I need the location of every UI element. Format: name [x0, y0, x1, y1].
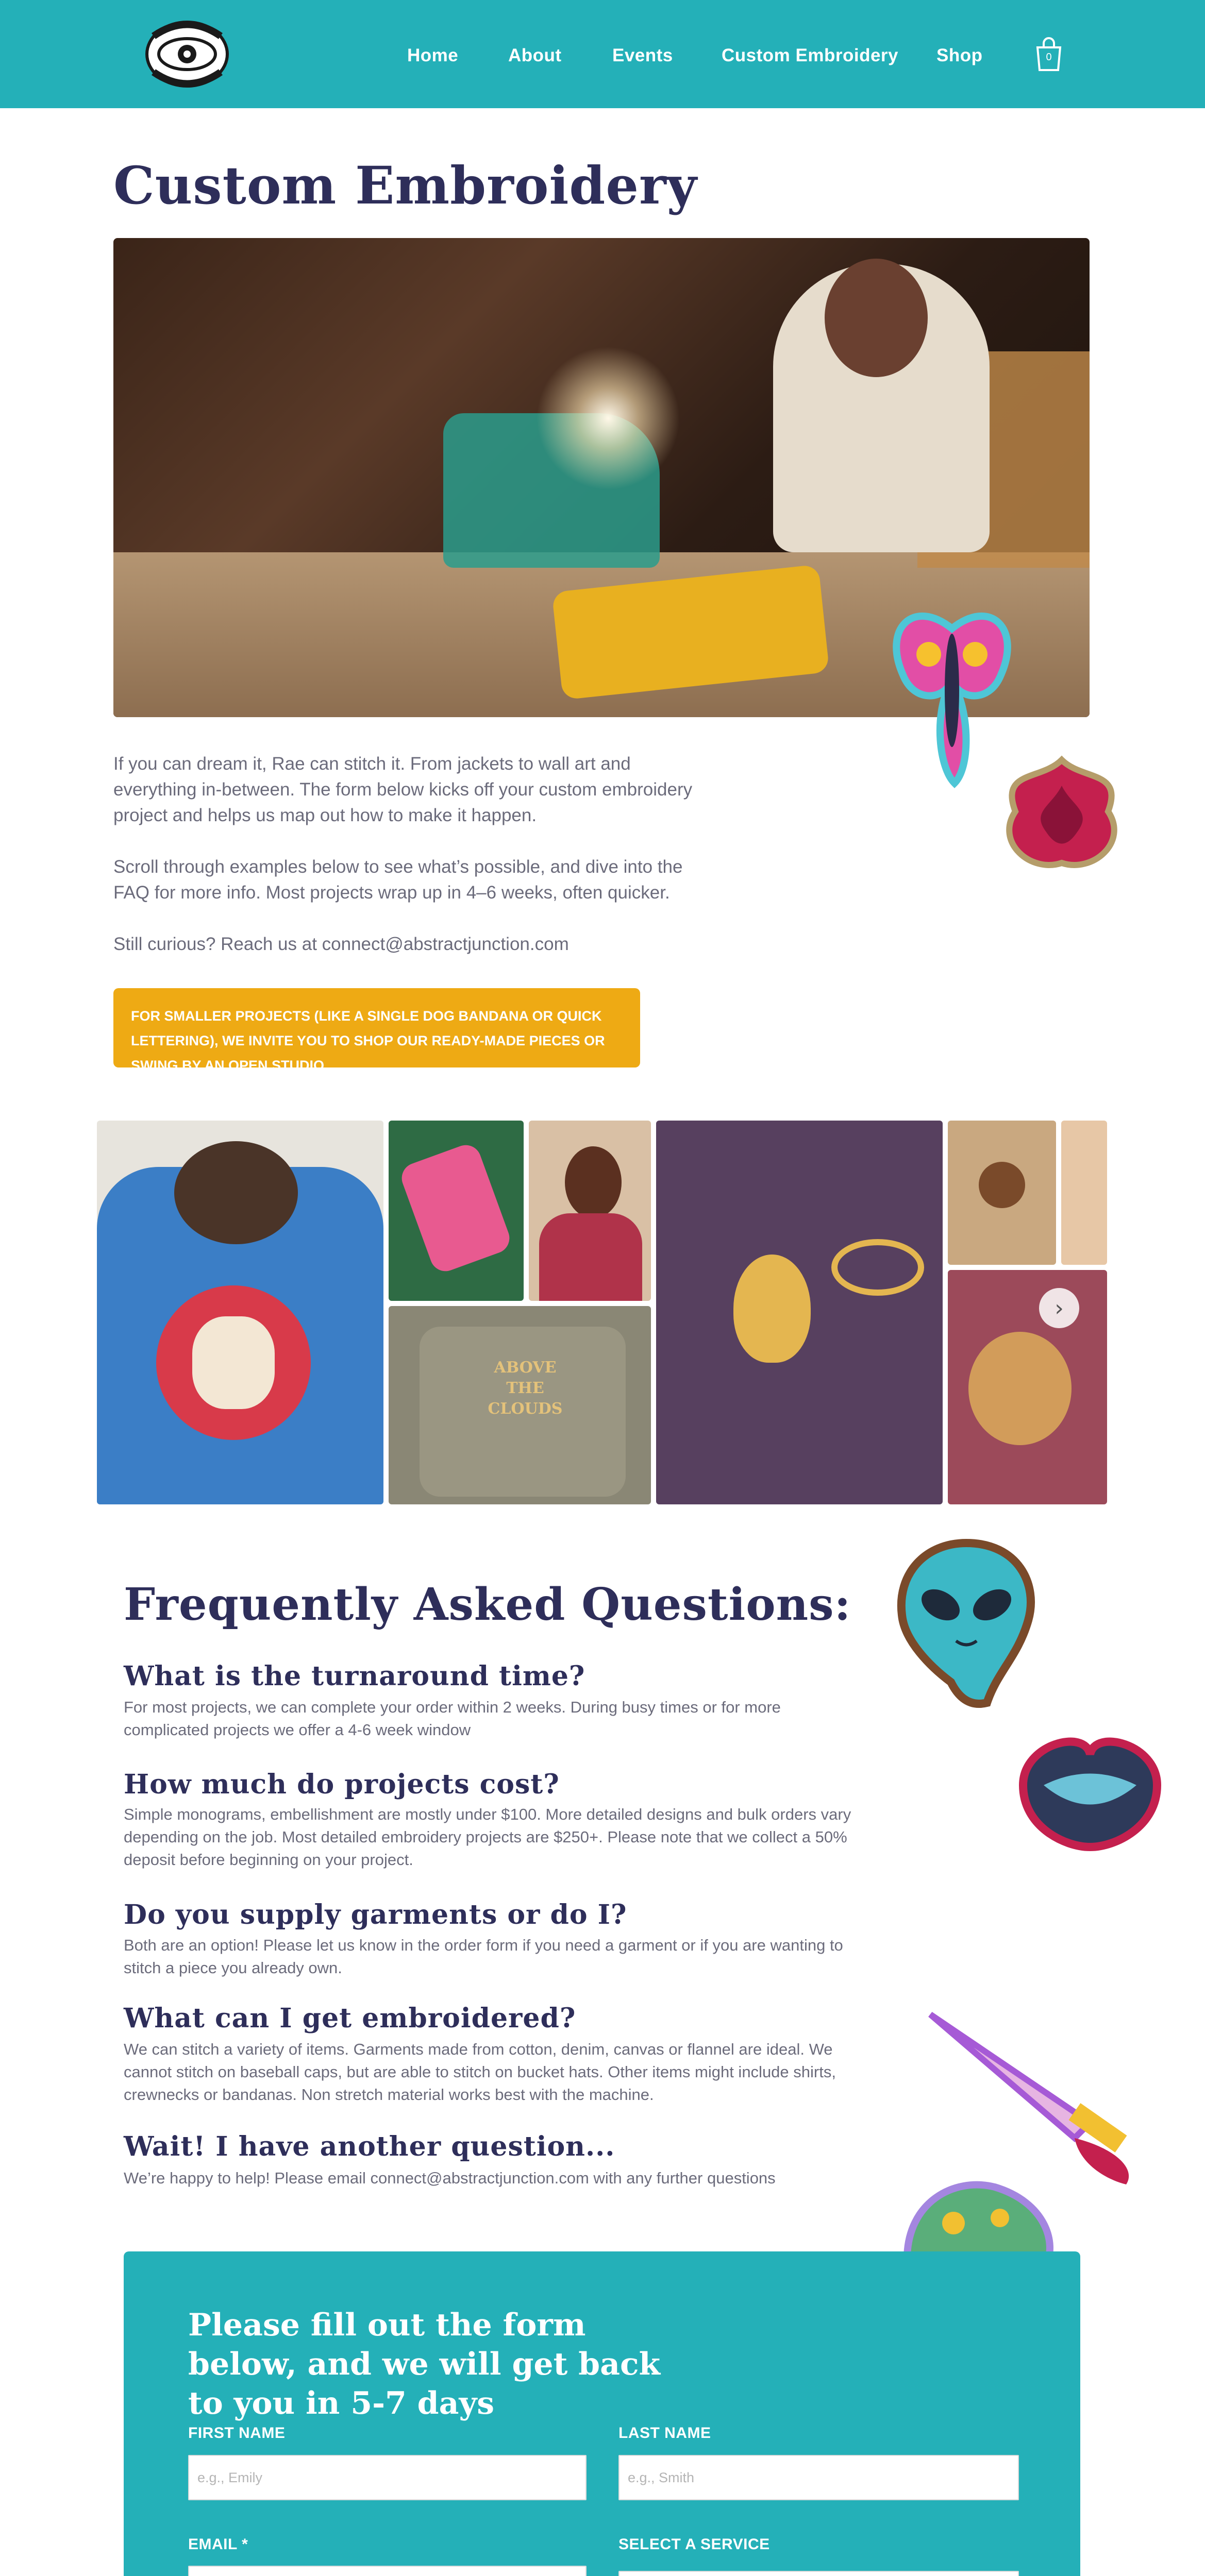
cart-button[interactable] — [1033, 36, 1064, 72]
nav-home[interactable]: Home — [407, 45, 459, 65]
required-marker: * — [242, 2536, 248, 2553]
faq-answer: Both are an option! Please let us know in the order form if you need a garment or if you are wanting to stitch a piece you already own. — [124, 1936, 843, 1977]
first-name-label: FIRST NAME — [188, 2425, 286, 2442]
dagger-patch-image — [920, 1994, 1157, 2190]
nav-about[interactable]: About — [508, 45, 562, 65]
abstract-junction-logo[interactable] — [138, 15, 236, 93]
small-projects-note: FOR SMALLER PROJECTS (LIKE A SINGLE DOG BANDANA OR QUICK LETTERING), WE INVITE YOU TO SHOP OUR READY-MADE PIECES OR SWING BY AN OPEN STUDIO. — [113, 988, 640, 1067]
faq-answer: We’re happy to help! Please email connect@abstractjunction.com with any further questions — [124, 2169, 776, 2187]
last-name-label: LAST NAME — [618, 2425, 711, 2442]
lips-patch-image — [1002, 1723, 1178, 1857]
embroidery-gallery — [97, 1121, 1107, 1504]
site-header — [0, 0, 1205, 108]
intro-contact: Still curious? Reach us at connect@abstractjunction.com — [113, 934, 569, 954]
intro-text — [113, 751, 701, 983]
gallery-image-stitching-at-machine[interactable] — [529, 1121, 651, 1301]
shirt-embroidery-text: ABOVE THE CLOUDS — [488, 1359, 563, 1418]
email-input[interactable] — [188, 2566, 587, 2576]
flower-patch-image — [995, 750, 1129, 884]
form-heading: Please fill out the form below, and we will get back to you in 5-7 days — [188, 2307, 661, 2421]
nav-events[interactable]: Events — [612, 45, 673, 65]
faq-answer: For most projects, we can complete your order within 2 weeks. During busy times or for more complicated projects we offer a 4-6 week window — [124, 1698, 781, 1739]
alien-patch-image — [889, 1538, 1044, 1713]
faq-question: Wait! I have another question... — [124, 2131, 615, 2162]
nav-custom-embroidery[interactable]: Custom Embroidery — [722, 45, 898, 65]
gallery-next-button[interactable] — [1039, 1288, 1079, 1328]
intro-paragraph: If you can dream it, Rae can stitch it. From jackets to wall art and everything in-between. The form below kicks off your custom embroidery project and helps us map out how to make it happen. — [113, 754, 693, 825]
email-label-text: EMAIL — [188, 2536, 238, 2553]
nav-shop[interactable]: Shop — [936, 45, 983, 65]
email-label — [188, 2536, 248, 2553]
first-name-input[interactable]: e.g., Emily — [188, 2455, 587, 2500]
faq-answer: Simple monograms, embellishment are mostly under $100. More detailed designs and bulk orders vary depending on the job. Most detailed embroidery projects are $250+. Please note that we collect a 50% deposit before beginning on your project. — [124, 1805, 851, 1869]
intro-paragraph: Scroll through examples below to see what’s possible, and dive into the FAQ for more info. Most projects wrap up in 4–6 weeks, often quicker. — [113, 857, 683, 903]
gallery-image-purple-heart-shirt[interactable] — [656, 1121, 943, 1504]
gallery-image-partial[interactable] — [1061, 1121, 1107, 1265]
faq-question: What is the turnaround time? — [124, 1660, 585, 1692]
faq-answer: We can stitch a variety of items. Garments made from cotton, denim, canvas or flannel are ideal. We cannot stitch on baseball caps, but are able to stitch on bucket hats. Other items might include shirts, crewnecks or bandanas. Non stretch material works best with the machine. — [124, 2040, 836, 2104]
faq-question: Do you supply garments or do I? — [124, 1899, 627, 1930]
last-name-input[interactable]: e.g., Smith — [618, 2455, 1019, 2500]
gallery-image-sweater-patch[interactable] — [948, 1121, 1056, 1265]
page-title: Custom Embroidery — [113, 155, 697, 216]
cart-count: 0 — [1046, 52, 1052, 63]
chevron-right-icon: › — [1055, 1295, 1064, 1321]
gallery-image-denim-jacket[interactable] — [97, 1121, 383, 1504]
service-label: SELECT A SERVICE — [618, 2536, 770, 2553]
gallery-image-above-the-clouds-shirt[interactable] — [389, 1306, 651, 1504]
faq-question: What can I get embroidered? — [124, 2003, 576, 2034]
faq-title: Frequently Asked Questions: — [124, 1579, 851, 1631]
service-select[interactable] — [618, 2571, 1019, 2576]
gallery-image-patch-on-fabric[interactable] — [389, 1121, 524, 1301]
gallery-image-maroon-shirt[interactable] — [948, 1270, 1107, 1504]
faq-question: How much do projects cost? — [124, 1769, 560, 1800]
